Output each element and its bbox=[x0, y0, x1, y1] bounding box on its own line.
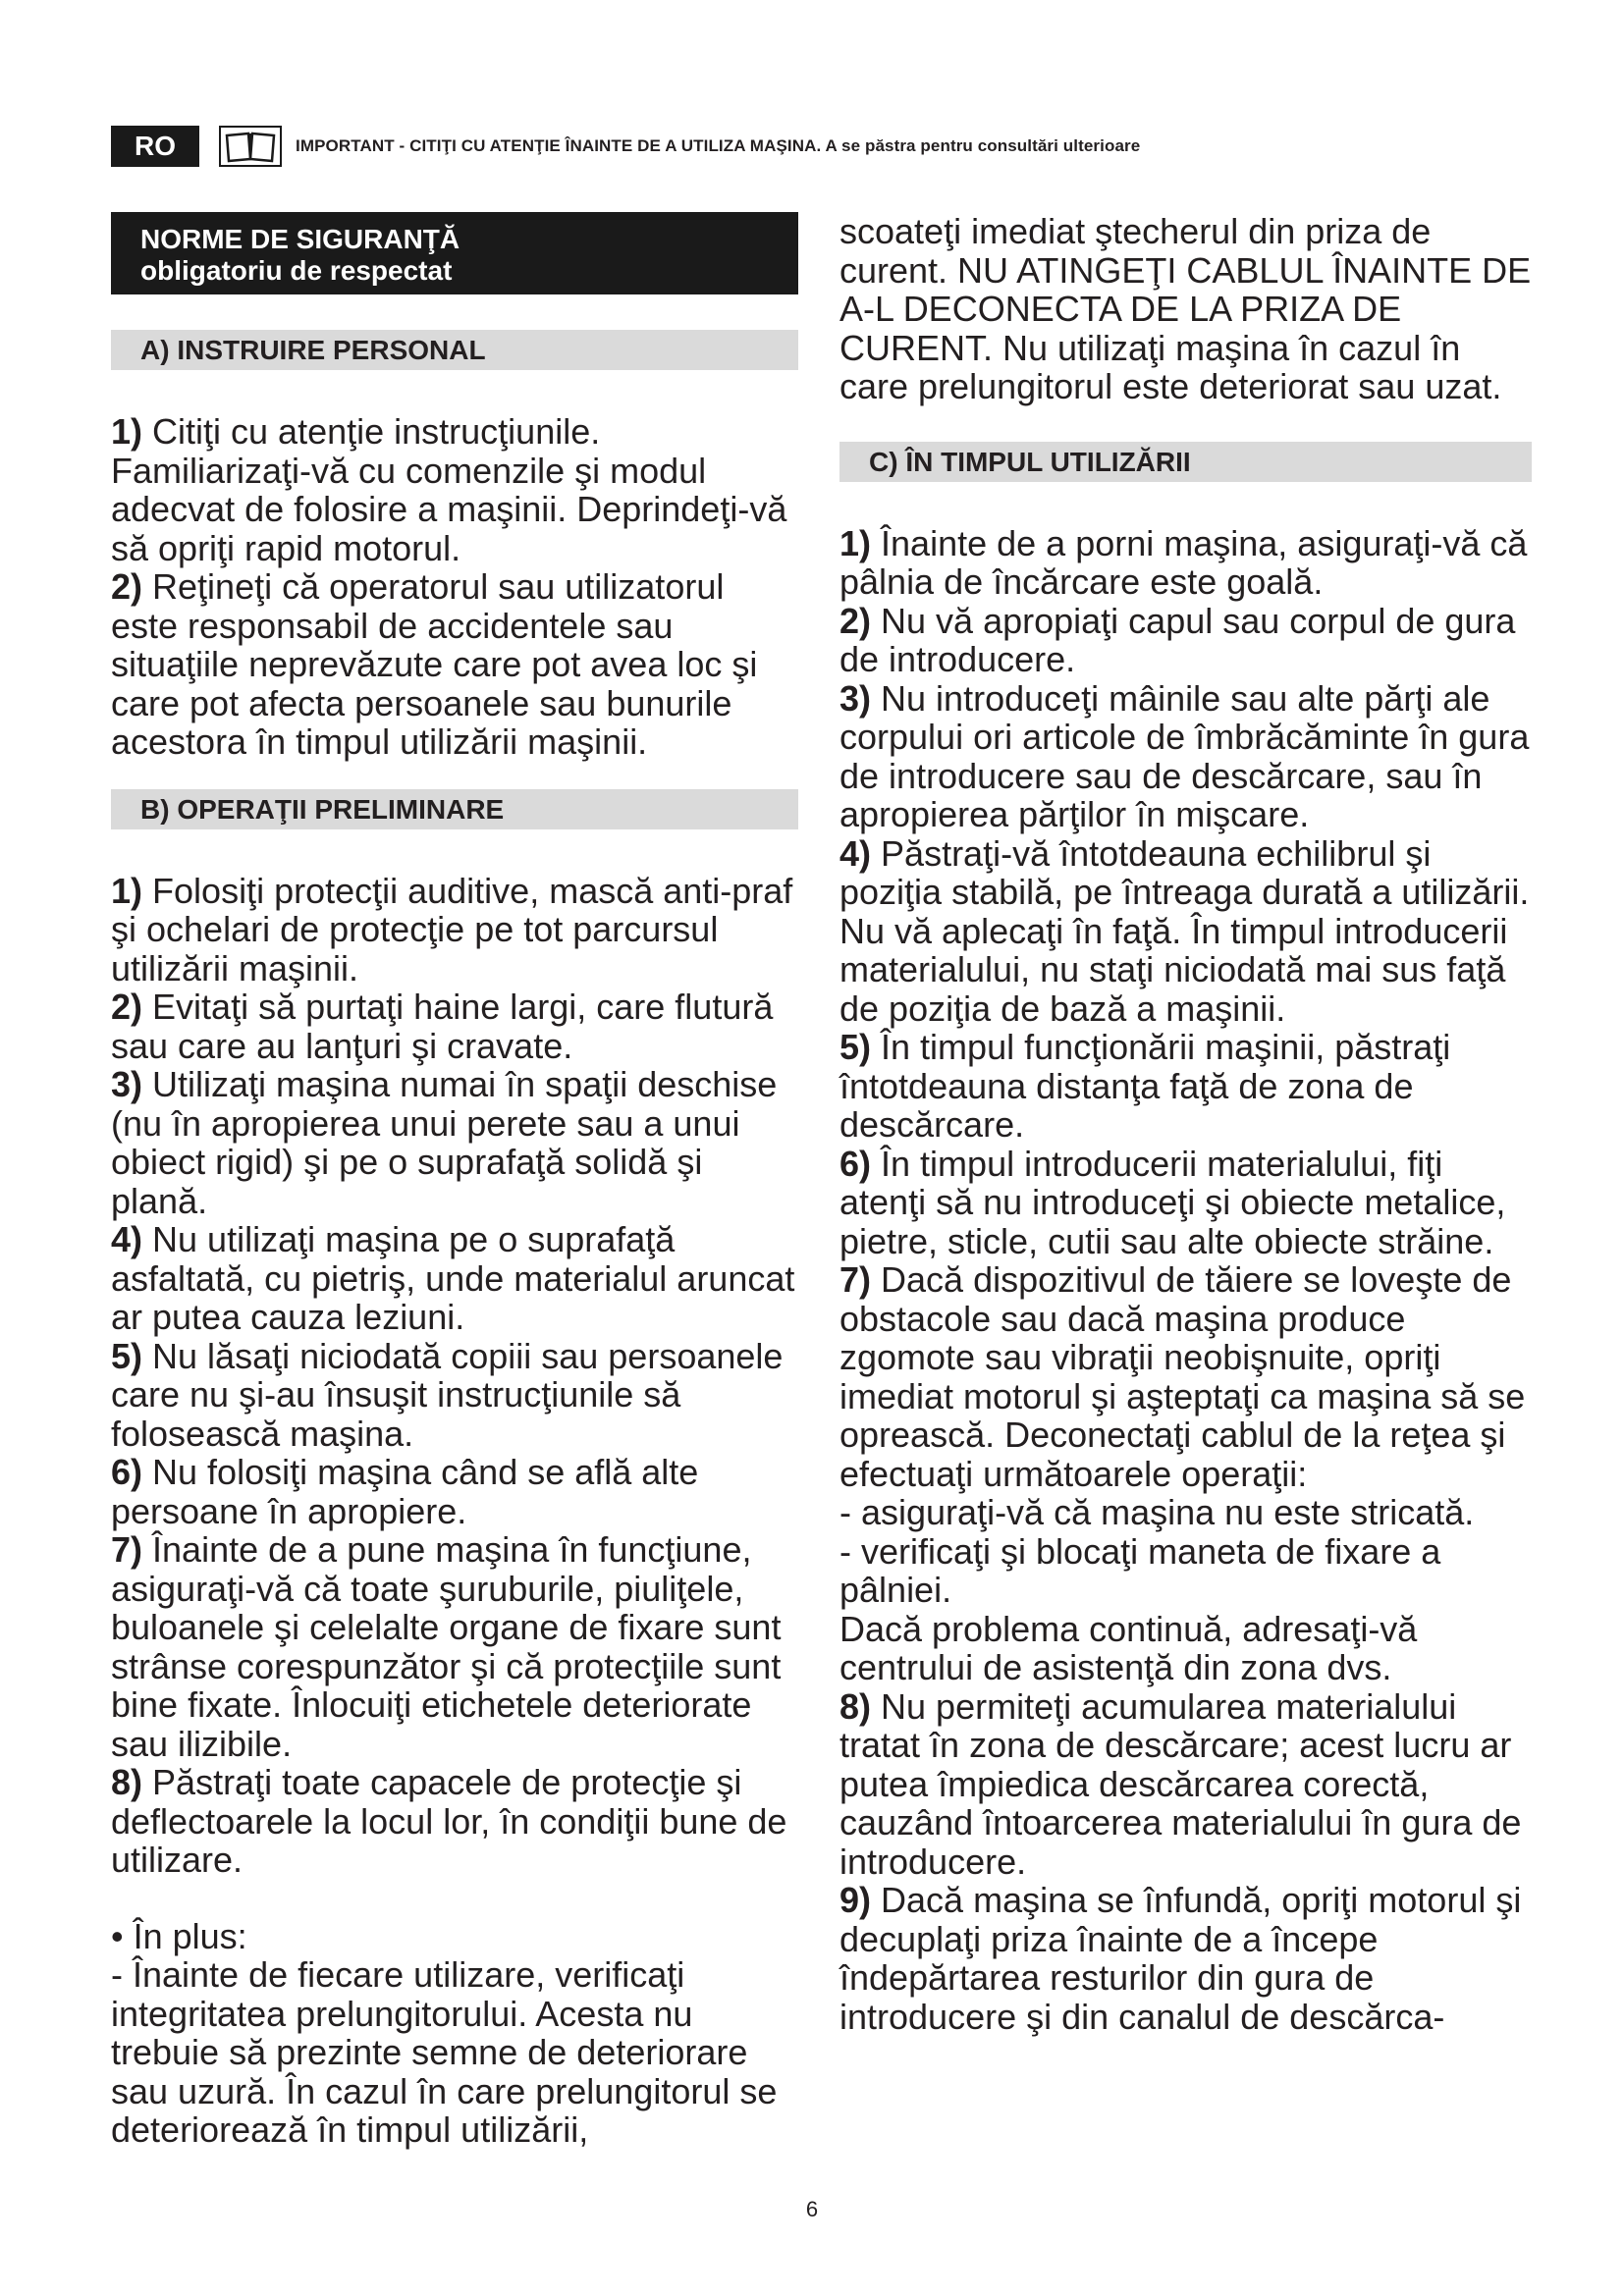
sub-item: - verificaţi şi blocaţi maneta de fixare a pâlniei. bbox=[839, 1530, 1441, 1610]
list-item: 3) Utilizaţi maşina numai în spaţii deschise (nu în apropierea unui perete sau a unui obiect rigid) şi pe o suprafaţă solidă şi plană. bbox=[111, 1064, 778, 1221]
list-item: 3) Nu introduceţi mâinile sau alte părţi ale corpului ori articole de îmbrăcăminte în gura de introducere sau de descărcare, sau în apropierea părţilor în mişcare. bbox=[839, 677, 1530, 834]
list-item: 1) Citiţi cu atenţie instrucţiunile. Familiarizaţi-vă cu comenzile şi modul adecvat de folosire a maşinii. Deprindeţi-vă să opriţi rapid motorul. bbox=[111, 411, 787, 568]
open-book-icon bbox=[219, 126, 282, 167]
list-item: 5) Nu lăsaţi niciodată copiii sau persoanele care nu şi-au însuşit instrucţiunile să folosească maşina. bbox=[111, 1335, 784, 1454]
list-item: 8) Păstraţi toate capacele de protecţie şi deflectoarele la locul lor, în condiţii bune de utilizare. bbox=[111, 1762, 787, 1880]
language-badge: RO bbox=[111, 126, 199, 167]
title-line-2: obligatoriu de respectat bbox=[140, 255, 453, 286]
list-item: 5) În timpul funcţionării maşinii, păstraţi întotdeauna distanţa faţă de zona de descărcare. bbox=[839, 1027, 1451, 1145]
list-item: 6) Nu folosiţi maşina când se află alte persoane în apropiere. bbox=[111, 1452, 699, 1531]
section-c-heading: C) ÎN TIMPUL UTILIZĂRII bbox=[839, 442, 1532, 482]
list-item: 2) Reţineţi că operatorul sau utilizatorul este responsabil de accidentele sau situaţiile neprevăzute care pot avea loc şi care pot afecta persoanele sau bunurile acestora în timpul utilizării maşinii. bbox=[111, 566, 758, 762]
item-note: Dacă problema continuă, adresaţi-vă centrului de asistenţă din zona dvs. bbox=[839, 1608, 1418, 1687]
right-column bbox=[839, 212, 1532, 2036]
list-item: 2) Nu vă apropiaţi capul sau corpul de gura de introducere. bbox=[839, 600, 1516, 679]
sub-item: - asiguraţi-vă că maşina nu este stricată. bbox=[839, 1492, 1475, 1532]
extra-bullet: • În plus: bbox=[111, 1915, 247, 1956]
list-item: 2) Evitaţi să purtaţi haine largi, care flutură sau care au lanţuri şi cravate. bbox=[111, 987, 774, 1066]
title-line-1: NORME DE SIGURANŢĂ bbox=[140, 224, 460, 254]
page-number: 6 bbox=[805, 2197, 819, 2221]
list-item: 8) Nu permiteţi acumularea materialului tratat în zona de descărcare; acest lucru ar putea împiedica descărcarea corectă, cauzând întoarcerea materialului în gura de introducere. bbox=[839, 1685, 1522, 1882]
important-notice: IMPORTANT - CITIŢI CU ATENŢIE ÎNAINTE DE A UTILIZA MAŞINA. A se păstra pentru consultări ulterioare bbox=[296, 136, 1141, 155]
list-item: 4) Nu utilizaţi maşina pe o suprafaţă asfaltată, cu pietriş, unde materialul aruncat ar putea cauza leziuni. bbox=[111, 1219, 795, 1337]
list-item: 4) Păstraţi-vă întotdeauna echilibrul şi poziţia stabilă, pe întreaga durată a utilizării. Nu vă aplecaţi în faţă. În timpul introducerii materialului, nu staţi niciodată mai sus faţă de poziţia de bază a maşinii. bbox=[839, 832, 1530, 1029]
list-item: 9) Dacă maşina se înfundă, opriţi motorul şi decuplaţi priza înainte de a începe îndepărtarea resturilor din gura de introducere şi din canalul de descărca- bbox=[839, 1880, 1522, 2037]
list-item: 1) Înainte de a porni maşina, asiguraţi-vă că pâlnia de încărcare este goală. bbox=[839, 522, 1528, 602]
list-item: 6) În timpul introducerii materialului, fiţi atenţi să nu introduceţi şi obiecte metalice, pietre, sticle, cutii sau alte obiecte străine. bbox=[839, 1143, 1506, 1261]
safety-title-box bbox=[111, 212, 798, 294]
extra-text: - Înainte de fiecare utilizare, verificaţi integritatea prelungitorului. Acesta nu trebuie să prezinte semne de deteriorare sau uzură. În cazul în care prelungitorul se deteriorează în timpul utilizării, bbox=[111, 1954, 778, 2150]
page-header bbox=[111, 126, 1140, 167]
list-item: 7) Înainte de a pune maşina în funcţiune, asiguraţi-vă că toate şuruburile, piuliţele, buloanele şi celelalte organe de fixare sunt strânse corespunzător şi că protecţiile sunt bine fixate. Înlocuiţi etichetele deteriorate sau ilizibile. bbox=[111, 1529, 782, 1764]
left-column bbox=[111, 212, 798, 2150]
section-a-heading: A) INSTRUIRE PERSONAL bbox=[111, 330, 798, 370]
list-item: 7) Dacă dispozitivul de tăiere se loveşte de obstacole sau dacă maşina produce zgomote sau vibraţii neobişnuite, opriţi imediat motorul şi aşteptaţi ca maşina să se oprească. Deconectaţi cablul de la reţea şi efectuaţi următoarele operaţii: bbox=[839, 1259, 1526, 1494]
section-b-heading: B) OPERAŢII PRELIMINARE bbox=[111, 789, 798, 829]
continuation-text: scoateţi imediat ştecherul din priza de curent. NU ATINGEŢI CABLUL ÎNAINTE DE A-L DECONECTA DE LA PRIZA DE CURENT. Nu utilizaţi maşina în cazul în care prelungitorul este deteriorat sau uzat. bbox=[839, 211, 1532, 406]
list-item: 1) Folosiţi protecţii auditive, mască anti-praf şi ochelari de protecţie pe tot parcursul utilizării maşinii. bbox=[111, 870, 793, 988]
